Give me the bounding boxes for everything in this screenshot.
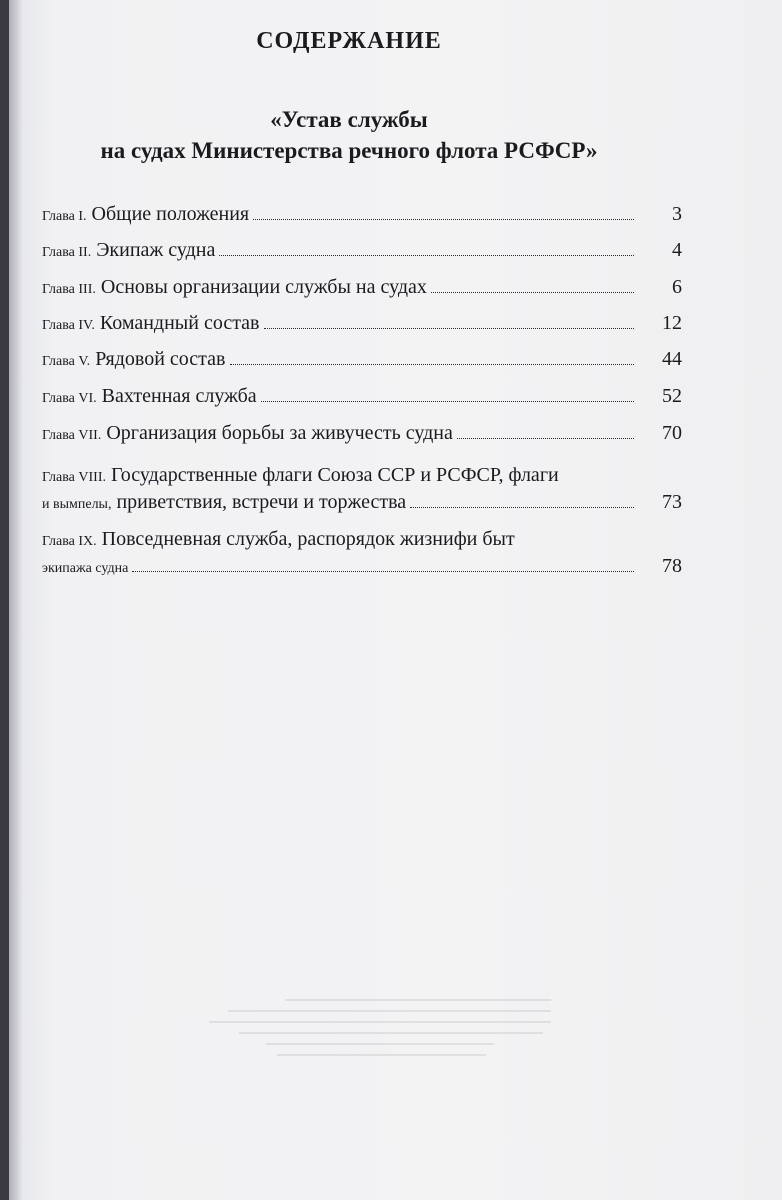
leader-dots — [219, 254, 634, 256]
toc-entry-title: Глава VIII. Государственные флаги Союза ССР и РСФСР, флаги — [42, 464, 559, 486]
toc-entry-6[interactable] — [42, 385, 682, 421]
toc-entry-title: Глава IV. Командный состав — [42, 312, 260, 334]
page-edge-shadow — [9, 0, 23, 1200]
toc-entry-title: Глава I. Общие положения — [42, 203, 250, 225]
leader-dots — [132, 570, 634, 572]
subtitle-line-2: на судах Министерства речного флота РСФСР» — [100, 138, 598, 163]
toc-entry-title: Глава III. Основы организации службы на судах — [42, 276, 427, 298]
toc-entry-1[interactable] — [42, 203, 682, 239]
toc-page-number: 12 — [662, 312, 682, 334]
contents-heading: СОДЕРЖАНИЕ — [256, 28, 442, 54]
toc-page-number: 70 — [662, 422, 682, 444]
leader-dots — [261, 400, 634, 402]
leader-dots — [431, 291, 634, 293]
toc-page-number: 6 — [672, 276, 682, 298]
toc-entry-5[interactable] — [42, 348, 682, 384]
toc-entry-title: Глава VII. Организация борьбы за живучесть судна — [42, 422, 453, 444]
toc-page-number: 3 — [672, 203, 682, 225]
toc-entry-3[interactable] — [42, 276, 682, 312]
bleed-through-text — [209, 990, 589, 1100]
toc-entry-title-continued: и вымпелы, приветствия, встречи и торжества — [42, 491, 407, 513]
toc-page-number: 4 — [672, 239, 682, 261]
toc-entry-title: Глава VI. Вахтенная служба — [42, 385, 257, 407]
toc-page-number: 52 — [662, 385, 682, 407]
toc-entry-7[interactable] — [42, 422, 682, 458]
toc-entry-title: Глава V. Рядовой состав — [42, 348, 226, 370]
document-page — [9, 0, 782, 1200]
toc-page-number: 44 — [662, 348, 682, 370]
toc-entry-2[interactable] — [42, 239, 682, 275]
toc-entry-title: Глава II. Экипаж судна — [42, 239, 216, 261]
toc-entry-title: Глава IX. Повседневная служба, распорядок жизнифи быт — [42, 528, 515, 550]
document-subtitle — [9, 104, 689, 166]
leader-dots — [410, 506, 634, 508]
subtitle-line-1: «Устав службы — [270, 107, 428, 132]
leader-dots — [253, 218, 634, 220]
toc-entry-title-continued: экипажа судна — [42, 561, 129, 576]
toc-entry-4[interactable] — [42, 312, 682, 348]
toc-entry-8[interactable] — [42, 459, 682, 527]
toc-page-number: 78 — [662, 555, 682, 577]
leader-dots — [230, 363, 635, 365]
toc-page-number: 73 — [662, 491, 682, 513]
toc-entry-9[interactable] — [42, 523, 682, 591]
leader-dots — [457, 437, 634, 439]
leader-dots — [264, 327, 635, 329]
